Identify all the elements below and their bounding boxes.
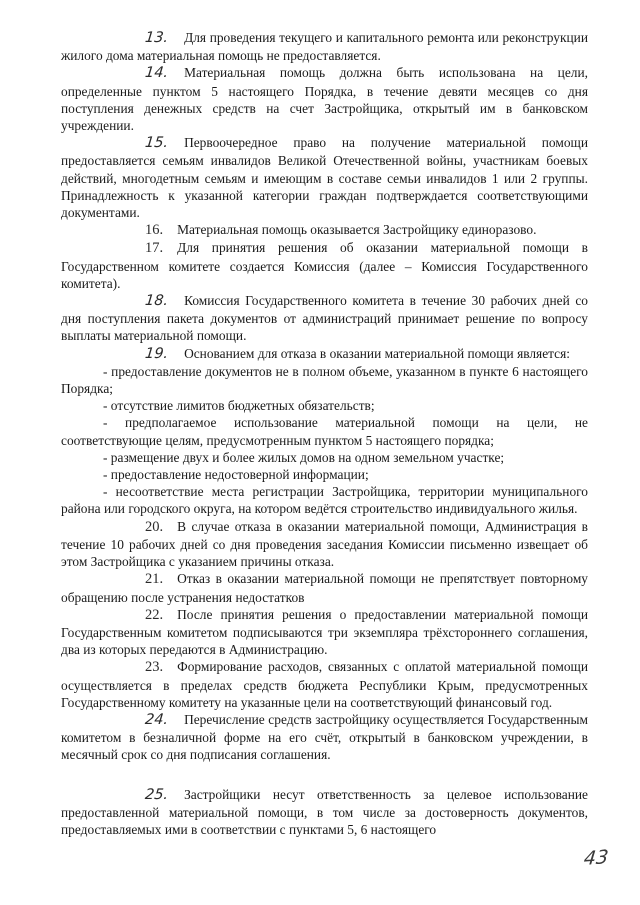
clause-16: [61, 221, 588, 239]
refusal-reason: - предоставление документов не в полном объеме, указанном в пункте 6 настоящего Порядка;: [61, 363, 588, 397]
clause-23: [61, 658, 588, 711]
spacer: [61, 764, 588, 786]
clause-text: В случае отказа в оказании материальной помощи, Администрация в течение 10 рабочих дней со дня проведения заседания Комиссии письменно извещает об этом Застройщика с указанием причины отказа.: [61, 518, 588, 570]
clause-19: [61, 345, 588, 363]
clause-number: 18.: [144, 293, 169, 310]
clause-14: [61, 64, 588, 134]
clause-number: 19.: [144, 345, 169, 362]
clause-22: [61, 606, 588, 659]
clause-text: Комиссия Государственного комитета в течение 30 рабочих дней со дня поступления пакета документов от администраций принимает решение по вопросу выплаты материальной помощи.: [61, 293, 588, 344]
clause-number: 14.: [144, 65, 169, 82]
clause-number: 24.: [144, 711, 169, 728]
clause-number: 20.: [145, 518, 164, 535]
clause-number: 25.: [144, 786, 169, 803]
clause-number: 15.: [144, 135, 169, 152]
clause-24: [61, 711, 588, 764]
document-body: [61, 29, 588, 838]
clause-text: Основанием для отказа в оказании материальной помощи является:: [184, 345, 571, 361]
clause-text: Первоочередное право на получение материальной помощи предоставляется семьям инвалидов Великой Отечественной войны, участникам боевых действий, многодетным семьям и имеющим в составе семьи инвалидов 1 или 2 группы. Принадлежность к указанной категории граждан подтверждается соответствующими документами.: [61, 135, 588, 221]
clause-text: Материальная помощь оказывается Застройщику единоразово.: [177, 222, 537, 238]
clause-number: 22.: [145, 606, 164, 623]
refusal-reason: - размещение двух и более жилых домов на одном земельном участке;: [103, 449, 505, 465]
refusal-reason: - отсутствие лимитов бюджетных обязательств;: [103, 398, 375, 414]
refusal-reason: - предполагаемое использование материальной помощи на цели, не соответствующие целям, предусмотренным пунктом 5 настоящего порядка;: [61, 415, 588, 448]
clause-number: 13.: [144, 30, 169, 46]
clause-25: [61, 786, 588, 839]
clause-text: Материальная помощь должна быть использована на цели, определенные пунктом 5 настоящего Порядка, в течение девяти месяцев со дня поступления денежных средств на счет Застройщика, открытый им в банковском учреждении.: [61, 65, 588, 134]
clause-number: 17.: [145, 240, 164, 257]
clause-number: 16.: [145, 222, 164, 239]
clause-13: [61, 29, 588, 64]
clause-text: Перечисление средств застройщику осуществляется Государственным комитетом в безналичной форме на его счёт, открытый в банковском учреждении, в месячный срок со дня подписания соглашения.: [61, 711, 588, 763]
clause-text: После принятия решения о предоставлении материальной помощи Государственным комитетом подписываются три экземпляра трёхстороннего соглашения, два из которых передаются в Администрацию.: [61, 606, 588, 658]
clause-number: 21.: [145, 571, 164, 588]
clause-21: [61, 570, 588, 605]
clause-15: [61, 134, 588, 221]
handwritten-page-number: 43: [582, 846, 610, 870]
clause-text: Застройщики несут ответственность за целевое использование предоставленной материальной помощи, в том числе за достоверность документов, предоставляемых ими в соответствии с пунктами 5, 6 настоящего: [61, 786, 588, 837]
clause-20: [61, 518, 588, 571]
refusal-reason: - несоответствие места регистрации Застройщика, территории муниципального района или городского округа, на котором ведётся строительство индивидуального жилья.: [61, 484, 588, 517]
clause-text: Формирование расходов, связанных с оплатой материальной помощи осуществляется в пределах средств бюджета Республики Крым, предусмотренных Государственному комитету на указанные цели на соответствующий финансовый год.: [61, 659, 588, 710]
clause-17: [61, 239, 588, 292]
clause-text: Для принятия решения об оказании материальной помощи в Государственном комитете создается Комиссия (далее – Комиссия Государственного комитета).: [61, 240, 588, 291]
refusal-reason: - предоставление недостоверной информации;: [103, 467, 369, 483]
clause-18: [61, 292, 588, 345]
clause-number: 23.: [145, 659, 164, 676]
clause-text: Для проведения текущего и капитального ремонта или реконструкции жилого дома материальная помощь не предоставляется.: [61, 30, 588, 64]
clause-text: Отказ в оказании материальной помощи не препятствует повторному обращению после устранения недостатков: [61, 571, 588, 605]
